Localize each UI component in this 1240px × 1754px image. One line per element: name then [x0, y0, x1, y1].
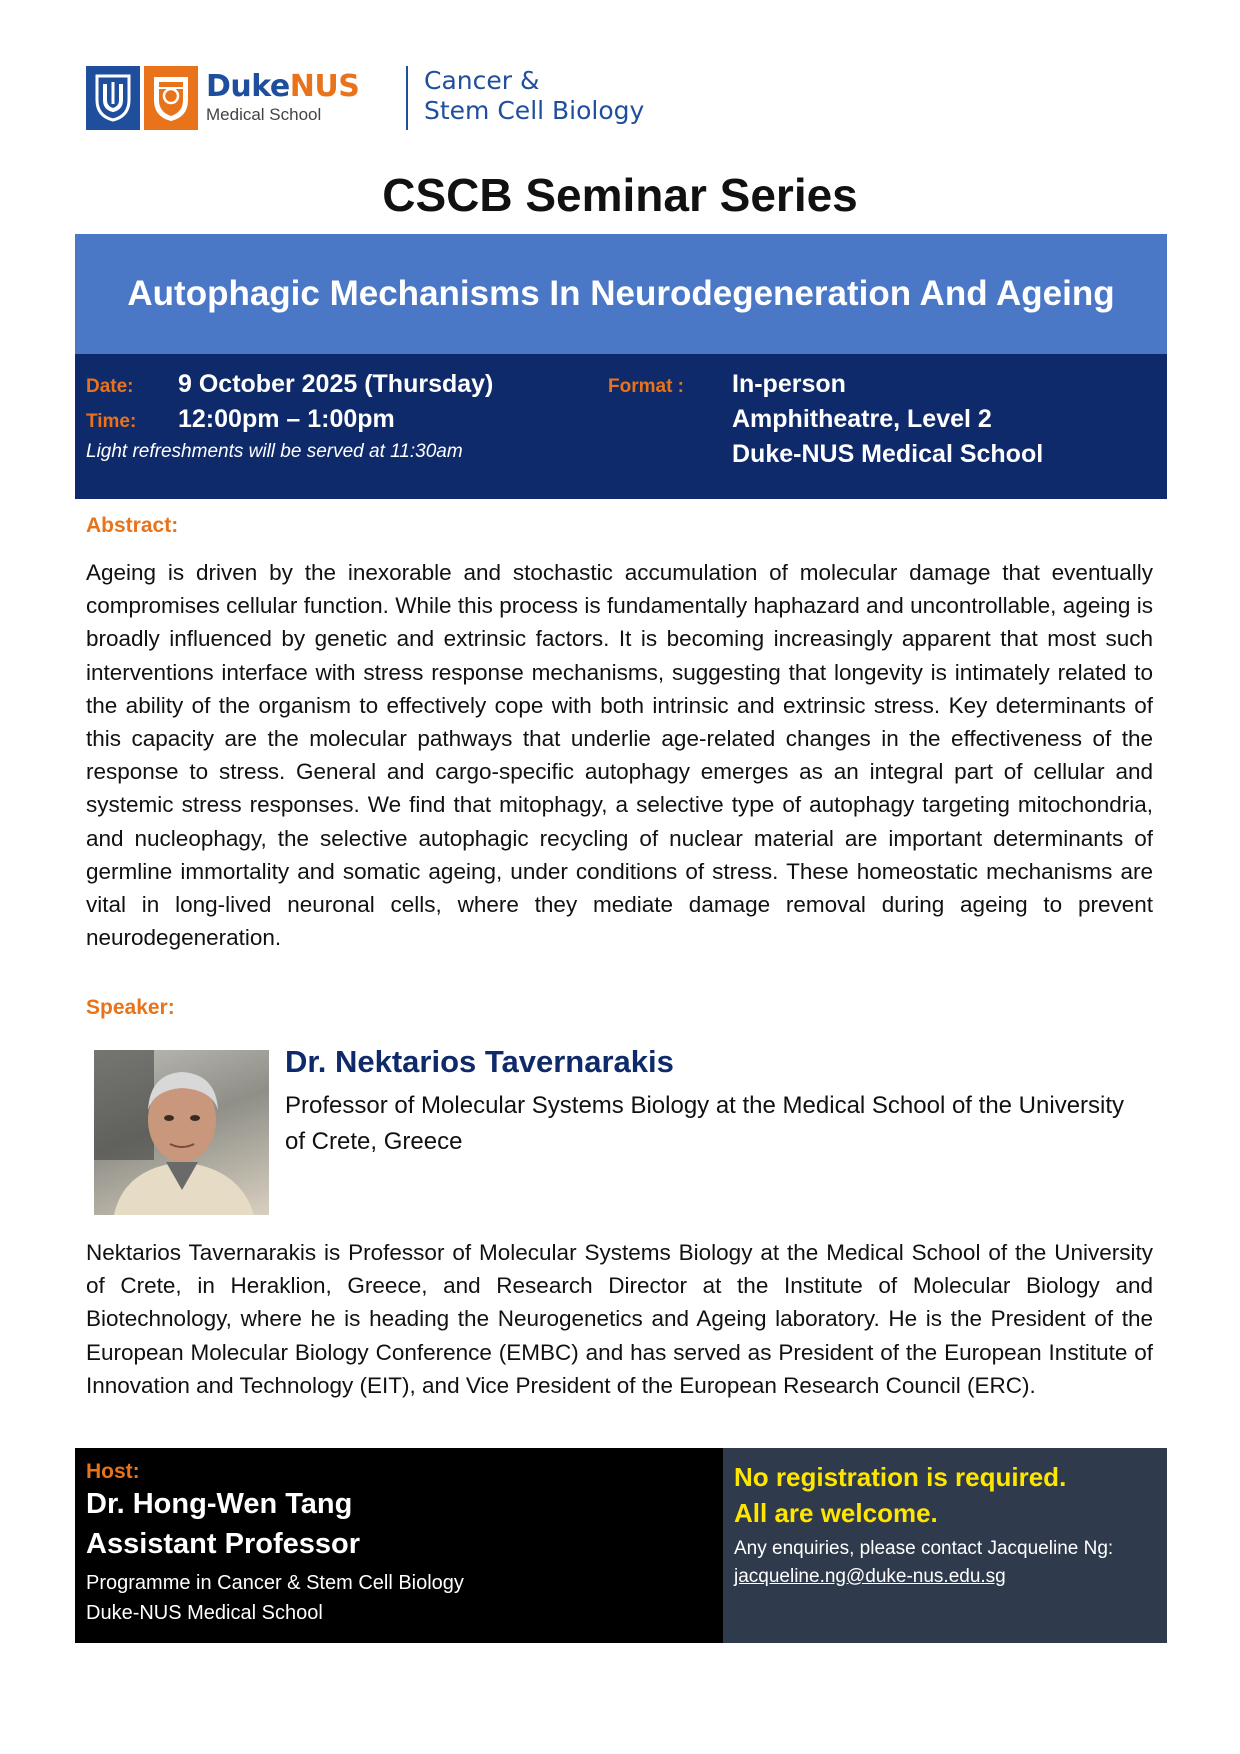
host-label: Host: — [86, 1460, 140, 1483]
talk-title-banner — [75, 234, 1167, 354]
brand-nus: NUS — [289, 69, 360, 104]
nus-crest-icon — [144, 66, 198, 130]
duke-shield-icon — [86, 66, 140, 130]
welcome-note: All are welcome. — [734, 1498, 938, 1528]
host-box — [75, 1448, 723, 1643]
series-title: CSCB Seminar Series — [382, 169, 858, 221]
abstract-label: Abstract: — [86, 514, 179, 537]
speaker-title: Professor of Molecular Systems Biology at the Medical School of the University of Crete, Greece — [285, 1092, 1125, 1155]
date-label: Date: — [86, 376, 134, 397]
time-value: 12:00pm – 1:00pm — [178, 405, 395, 433]
host-name: Dr. Hong-Wen Tang — [86, 1488, 353, 1520]
talk-title: Autophagic Mechanisms In Neurodegeneration And Ageing — [127, 274, 1115, 313]
logo-divider — [406, 66, 408, 130]
speaker-bio: Nektarios Tavernarakis is Professor of Molecular Systems Biology at the Medical School of the University of Crete, in Heraklion, Greece, and Research Director at the Institute of Molecular Biology and Biotechnology, where he is heading the Neurogenetics and Ageing laboratory. He is the President of the European Molecular Biology Conference (EMBC) and has served as President of the European Institute of Innovation and Technology (EIT), and Vice President of the European Research Council (ERC). — [86, 1240, 1153, 1398]
brand-wordmark — [206, 71, 359, 125]
venue-line-2: Duke-NUS Medical School — [732, 440, 1044, 468]
time-label: Time: — [86, 411, 137, 432]
enquiry-text: Any enquiries, please contact Jacqueline Ng: — [734, 1538, 1114, 1559]
venue-line-1: Amphitheatre, Level 2 — [732, 405, 992, 433]
format-value: In-person — [732, 370, 846, 398]
event-details-band — [75, 354, 1167, 499]
brand-subtitle: Medical School — [206, 105, 322, 124]
host-position: Assistant Professor — [86, 1528, 360, 1560]
registration-note: No registration is required. — [734, 1462, 1067, 1492]
speaker-label: Speaker: — [86, 996, 175, 1019]
host-institution: Duke-NUS Medical School — [86, 1602, 323, 1624]
speaker-name: Dr. Nektarios Tavernarakis — [285, 1044, 674, 1079]
abstract-text: Ageing is driven by the inexorable and stochastic accumulation of molecular damage that eventually compromises cellular function. While this process is fundamentally haphazard and uncontrollable, ageing is broadly influenced by genetic and extrinsic factors. It is becoming increasingly apparent that most such interventions interface with stress response mechanisms, suggesting that longevity is intimately related to the ability of the organism to effectively cope with both intrinsic and extrinsic stress. Key determinants of this capacity are the molecular pathways that underlie age-related changes in the effectiveness of the response to stress. General and cargo-specific autophagy emerges as an integral part of cellular and systemic stress responses. We find that mitophagy, a selective type of autophagy targeting mitochondria, and nucleophagy, the selective autophagic recycling of nuclear material are important determinants of germline immortality and somatic ageing, under conditions of stress. These homeostatic mechanisms are vital in long-lived neuronal cells, where they mediate damage removal during ageing to prevent neurodegeneration. — [86, 560, 1153, 951]
department-line-2: Stem Cell Biology — [424, 96, 645, 125]
department-name — [424, 66, 644, 126]
registration-box — [723, 1448, 1167, 1643]
duke-nus-logo — [86, 66, 359, 130]
contact-email-link[interactable]: jacqueline.ng@duke-nus.edu.sg — [734, 1566, 1006, 1587]
speaker-photo — [94, 1050, 269, 1215]
department-line-1: Cancer & — [424, 66, 540, 95]
refreshments-note: Light refreshments will be served at 11:30am — [86, 441, 463, 462]
host-programme: Programme in Cancer & Stem Cell Biology — [86, 1572, 464, 1594]
brand-name — [206, 71, 359, 103]
brand-duke: Duke — [206, 69, 290, 104]
format-label: Format : — [608, 376, 684, 397]
date-value: 9 October 2025 (Thursday) — [178, 370, 494, 398]
